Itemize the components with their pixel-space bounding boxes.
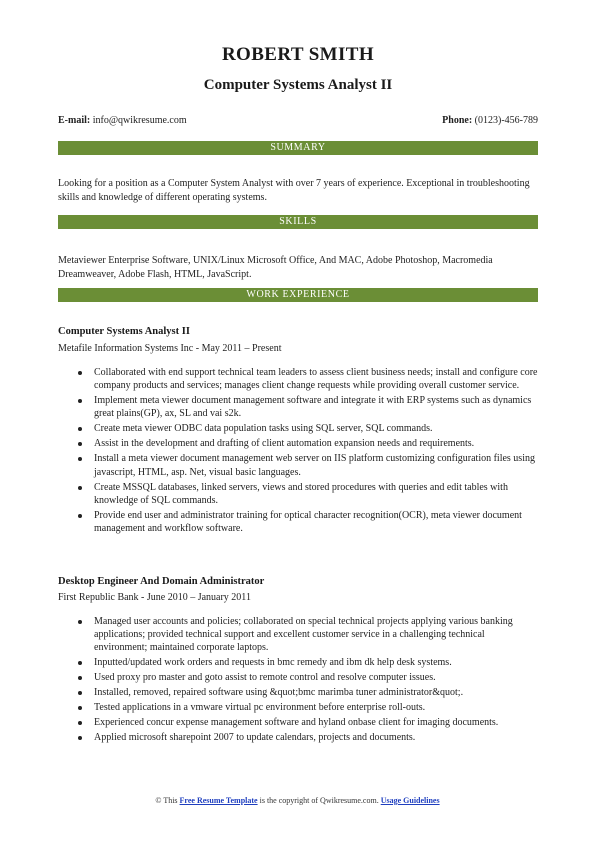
job-company-dates: Metafile Information Systems Inc - May 2011 – Present — [58, 343, 282, 354]
footer-middle: is the copyright of Qwikresume.com. — [257, 796, 381, 805]
summary-section-bar: SUMMARY — [58, 141, 538, 155]
list-item: Provide end user and administrator training for optical character recognition(OCR), meta viewer document management and workflow software. — [58, 509, 538, 535]
summary-text: Looking for a position as a Computer System Analyst with over 7 years of experience. Exceptional in troubleshooting skills and knowledge of different operating systems. — [58, 178, 530, 203]
free-resume-template-link[interactable]: Free Resume Template — [179, 796, 258, 805]
list-item: Inputted/updated work orders and requests in bmc remedy and ibm dk help desk systems. — [58, 656, 538, 669]
list-item: Installed, removed, repaired software using &quot;bmc marimba tuner administrator&quot;. — [58, 686, 538, 699]
job-company-dates: First Republic Bank - June 2010 – January 2011 — [58, 592, 251, 603]
list-item: Applied microsoft sharepoint 2007 to update calendars, projects and documents. — [58, 731, 538, 744]
list-item: Tested applications in a vmware virtual pc environment before enterprise roll-outs. — [58, 701, 538, 714]
list-item: Assist in the development and drafting of client automation expansion needs and requirements. — [58, 437, 538, 450]
skills-section-bar: SKILLS — [58, 215, 538, 229]
list-item: Create meta viewer ODBC data population tasks using SQL server, SQL commands. — [58, 422, 538, 435]
skills-text: Metaviewer Enterprise Software, UNIX/Linux Microsoft Office, And MAC, Adobe Photoshop, Macromedia Dreamweaver, Adobe Flash, HTML, JavaScript. — [58, 255, 493, 280]
job-title: Computer Systems Analyst II — [58, 326, 190, 337]
phone-line — [442, 115, 538, 126]
email-line — [58, 115, 187, 126]
list-item: Used proxy pro master and goto assist to remote control and resolve computer issues. — [58, 671, 538, 684]
job-duties-list — [58, 366, 538, 537]
email-label: E-mail: — [58, 115, 91, 126]
phone-value: (0123)-456-789 — [474, 115, 538, 126]
job-duties-list — [58, 615, 538, 746]
work-experience-section-bar: WORK EXPERIENCE — [58, 288, 538, 302]
list-item: Experienced concur expense management software and hyland onbase client for imaging documents. — [58, 716, 538, 729]
list-item: Create MSSQL databases, linked servers, views and stored procedures with queries and edit tables with knowledge of SQL commands. — [58, 481, 538, 507]
list-item: Collaborated with end support technical team leaders to assess client business needs; install and configure core company products and services; manages client change requests while providing overall customer service. — [58, 366, 538, 392]
candidate-title: Computer Systems Analyst II — [203, 77, 393, 93]
list-item: Managed user accounts and policies; collaborated on special technical projects applying various banking applications; provided technical support and excellent customer service in a challenging technical environment; maintained corporate laptops. — [58, 615, 538, 655]
list-item: Install a meta viewer document management web server on IIS platform customizing configuration files using javascript, HTML, asp. Net, visual basic languages. — [58, 452, 538, 478]
list-item: Implement meta viewer document management software and integrate it with ERP systems such as dynamics great plains(GP), ax, SL and vai s2k. — [58, 394, 538, 420]
copyright-footer — [0, 796, 595, 805]
job-title: Desktop Engineer And Domain Administrator — [58, 576, 265, 587]
candidate-name: ROBERT SMITH — [221, 44, 375, 65]
phone-label: Phone: — [442, 115, 473, 126]
usage-guidelines-link[interactable]: Usage Guidelines — [380, 796, 440, 805]
email-value: info@qwikresume.com — [92, 115, 187, 126]
footer-prefix: © This — [155, 796, 180, 805]
